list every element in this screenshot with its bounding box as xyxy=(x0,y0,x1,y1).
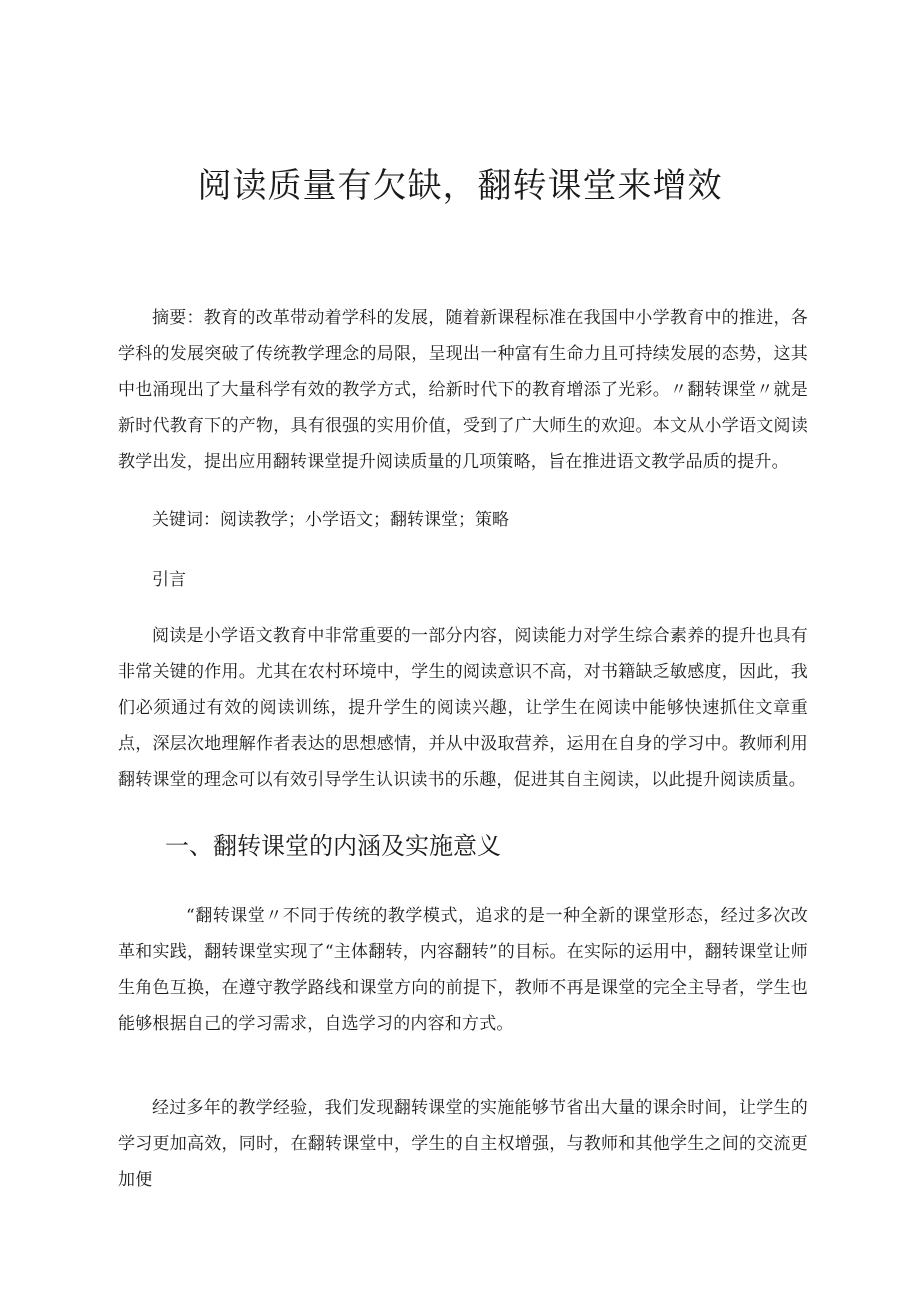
section-1-paragraph-2: 经过多年的教学经验，我们发现翻转课堂的实施能够节省出大量的课余时间，让学生的学习更加高效，同时，在翻转课堂中，学生的自主权增强，与教师和其他学生之间的交流更加便 xyxy=(118,1098,808,1190)
section-1-heading: 一、翻转课堂的内涵及实施意义 xyxy=(165,832,501,860)
introduction-label: 引言 xyxy=(152,570,186,590)
abstract-paragraph: 摘要：教育的改革带动着学科的发展，随着新课程标准在我国中小学教育中的推进，各学科的发展突破了传统教学理念的局限，呈现出一种富有生命力且可持续发展的态势，这其中也涌现出了大量科学有效的教学方式，给新时代下的教育增添了光彩。〃翻转课堂〃就是新时代教育下的产物，具有很强的实用价值，受到了广大师生的欢迎。本文从小学语文阅读教学出发，提出应用翻转课堂提升阅读质量的几项策略，旨在推进语文教学品质的提升。 xyxy=(118,308,808,472)
document-title: 阅读质量有欠缺，翻转课堂来增效 xyxy=(197,166,723,206)
keywords-line: 关键词：阅读教学；小学语文；翻转课堂；策略 xyxy=(152,510,509,530)
section-1-paragraph-1: “翻转课堂〃不同于传统的教学模式，追求的是一种全新的课堂形态，经过多次改革和实践，翻转课堂实现了“主体翻转，内容翻转”的目标。在实际的运用中，翻转课堂让师生角色互换，在遵守教学路线和课堂方向的前提下，教师不再是课堂的完全主导者，学生也能够根据自己的学习需求，自选学习的内容和方式。 xyxy=(118,906,808,1034)
introduction-paragraph: 阅读是小学语文教育中非常重要的一部分内容，阅读能力对学生综合素养的提升也具有非常关键的作用。尤其在农村环境中，学生的阅读意识不高，对书籍缺乏敏感度，因此，我们必须通过有效的阅读训练，提升学生的阅读兴趣，让学生在阅读中能够快速抓住文章重点，深层次地理解作者表达的思想感情，并从中汲取营养，运用在自身的学习中。教师利用翻转课堂的理念可以有效引导学生认识读书的乐趣，促进其自主阅读，以此提升阅读质量。 xyxy=(118,626,808,790)
